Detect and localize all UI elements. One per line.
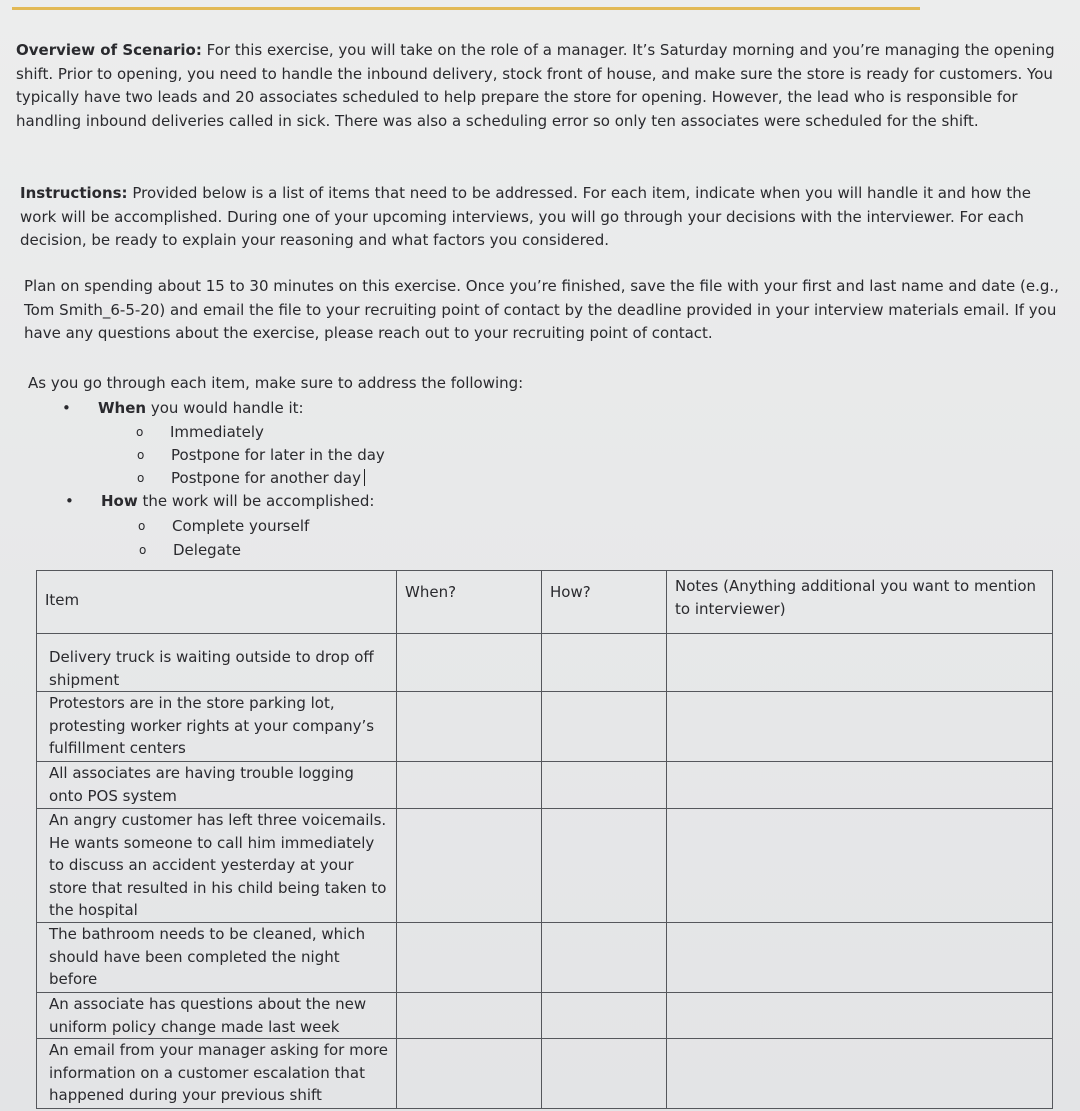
option-postpone-later (137, 444, 385, 466)
decisions-table (36, 570, 1053, 1109)
header-item: Item (37, 571, 397, 634)
how-cell[interactable] (542, 762, 667, 809)
circle-bullet-icon: o (138, 519, 146, 533)
overview-text: For this exercise, you will take on the role of a manager. It’s Saturday morning and you’re managing the opening shift. Prior to opening, you need to handle the inbound delivery, stock front of house, and make sure the store is ready for customers. You typically have two leads and 20 associates scheduled to help prepare the store for opening. However, the lead who is responsible for handling inbound deliveries called in sick. There was also a scheduling error so only ten associates were scheduled for the shift. (16, 41, 1055, 130)
how-cell[interactable] (542, 634, 667, 692)
table-row (37, 809, 1053, 923)
how-cell[interactable] (542, 809, 667, 923)
when-cell[interactable] (397, 692, 542, 762)
plan-text: Plan on spending about 15 to 30 minutes on this exercise. Once you’re finished, save the file with your first and last name and date (e.g., Tom Smith_6-5-20) and email the file to your recruiting point of contact by the deadline provided in your interview materials email. If you have any questions about the exercise, please reach out to your recruiting point of contact. (24, 277, 1059, 342)
circle-bullet-icon: o (136, 425, 144, 439)
top-divider (12, 7, 920, 10)
overview-label: Overview of Scenario: (16, 41, 202, 59)
checklist-when (62, 397, 304, 419)
when-cell[interactable] (397, 809, 542, 923)
circle-bullet-icon: o (139, 543, 147, 557)
header-notes: Notes (Anything additional you want to mention to interviewer) (667, 571, 1053, 634)
checklist-when-rest: you would handle it: (146, 399, 304, 417)
item-cell: All associates are having trouble logging onto POS system (37, 762, 397, 809)
checklist-how (65, 490, 375, 512)
how-cell[interactable] (542, 1039, 667, 1109)
item-cell: An associate has questions about the new uniform policy change made last week (37, 993, 397, 1039)
instructions-paragraph (20, 182, 1065, 253)
bullet-icon: • (62, 399, 71, 417)
notes-cell[interactable] (667, 634, 1053, 692)
option-label: Delegate (173, 541, 241, 559)
checklist-when-bold: When (98, 399, 147, 417)
circle-bullet-icon: o (137, 471, 145, 485)
option-label: Complete yourself (172, 517, 310, 535)
instructions-text: Provided below is a list of items that need to be addressed. For each item, indicate when you will handle it and how the work will be accomplished. During one of your upcoming interviews, you will go through your decisions with the interviewer. For each decision, be ready to explain your reasoning and what factors you considered. (20, 184, 1032, 249)
item-cell: Delivery truck is waiting outside to drop off shipment (37, 634, 397, 692)
option-label: Immediately (170, 423, 264, 441)
option-label: Postpone for later in the day (171, 446, 385, 464)
option-complete-yourself (138, 515, 310, 537)
table-row (37, 993, 1053, 1039)
item-cell: An email from your manager asking for more information on a customer escalation that happened during your previous shift (37, 1039, 397, 1109)
notes-cell[interactable] (667, 923, 1053, 993)
overview-paragraph (16, 39, 1056, 133)
when-cell[interactable] (397, 993, 542, 1039)
how-cell[interactable] (542, 692, 667, 762)
item-cell: Protestors are in the store parking lot, protesting worker rights at your company’s fulfillment centers (37, 692, 397, 762)
notes-cell[interactable] (667, 809, 1053, 923)
header-when: When? (397, 571, 542, 634)
table-row (37, 762, 1053, 809)
instructions-label: Instructions: (20, 184, 128, 202)
table-row (37, 634, 1053, 692)
option-immediately (136, 421, 264, 443)
header-how: How? (542, 571, 667, 634)
text-cursor (364, 469, 365, 486)
table-row (37, 692, 1053, 762)
item-cell: The bathroom needs to be cleaned, which should have been completed the night before (37, 923, 397, 993)
item-cell: An angry customer has left three voicemails. He wants someone to call him immediately to discuss an accident yesterday at your store that resulted in his child being taken to the hospital (37, 809, 397, 923)
checklist-how-bold: How (101, 492, 138, 510)
option-label: Postpone for another day (171, 469, 361, 487)
when-cell[interactable] (397, 1039, 542, 1109)
notes-cell[interactable] (667, 993, 1053, 1039)
address-intro: As you go through each item, make sure to address the following: (28, 374, 524, 392)
notes-cell[interactable] (667, 1039, 1053, 1109)
when-cell[interactable] (397, 762, 542, 809)
table-row (37, 1039, 1053, 1109)
option-postpone-another-day (137, 467, 365, 489)
how-cell[interactable] (542, 993, 667, 1039)
option-delegate (139, 539, 241, 561)
table-row (37, 923, 1053, 993)
notes-cell[interactable] (667, 692, 1053, 762)
when-cell[interactable] (397, 634, 542, 692)
plan-paragraph (24, 275, 1064, 346)
how-cell[interactable] (542, 923, 667, 993)
table-header-row (37, 571, 1053, 634)
checklist-how-rest: the work will be accomplished: (137, 492, 375, 510)
notes-cell[interactable] (667, 762, 1053, 809)
bullet-icon: • (65, 492, 74, 510)
circle-bullet-icon: o (137, 448, 145, 462)
when-cell[interactable] (397, 923, 542, 993)
